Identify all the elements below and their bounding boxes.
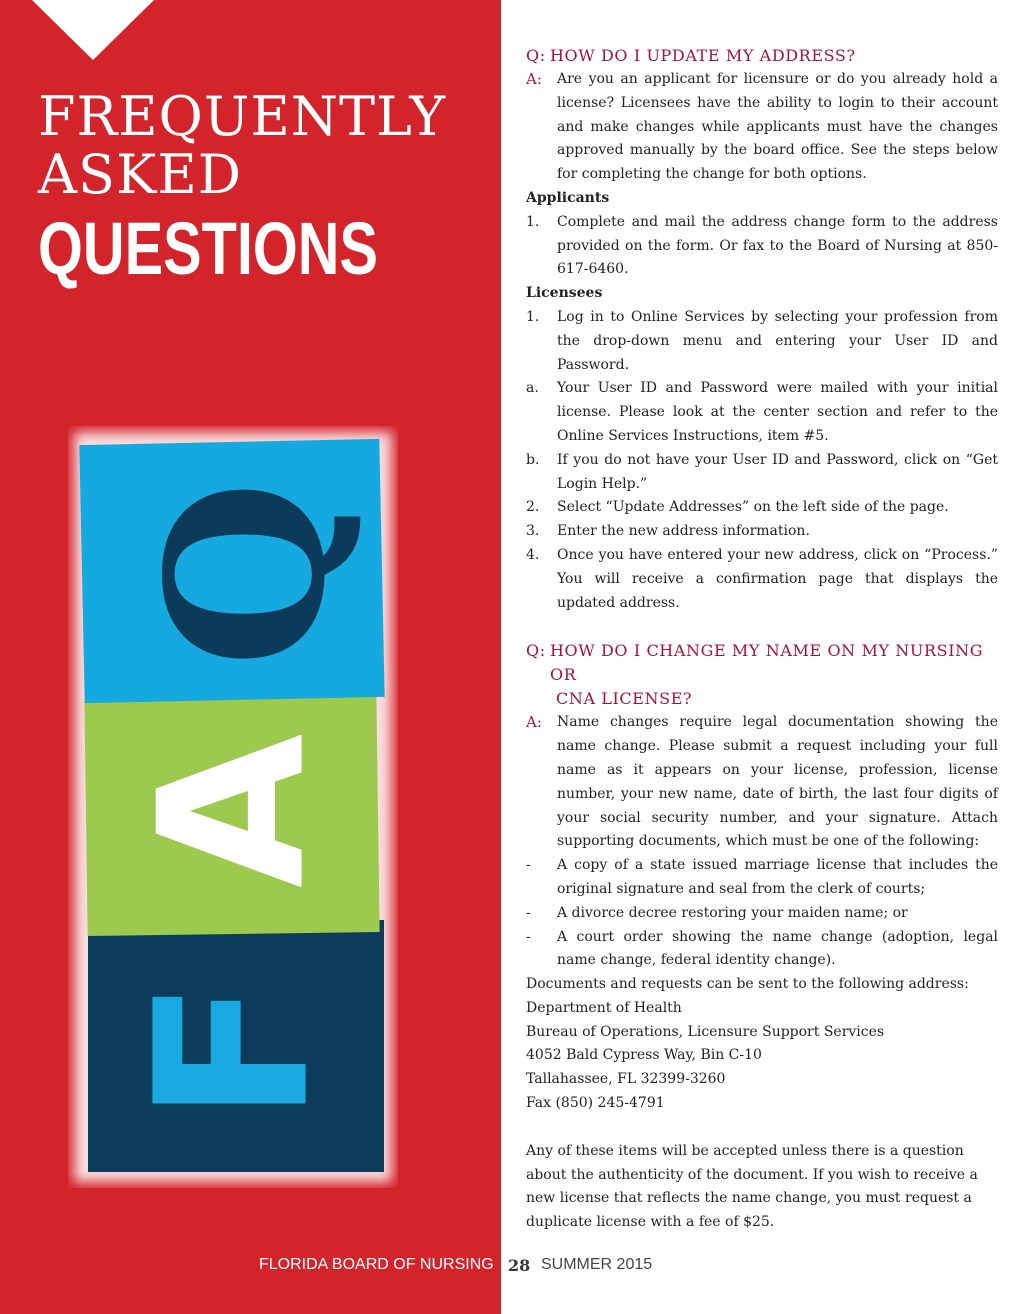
licensee-step xyxy=(526,449,998,497)
question-2-line1: HOW DO I CHANGE MY NAME ON MY NURSING OR xyxy=(550,641,984,685)
answer-2-text: Name changes require legal documentation showing the name change. Please submit a request including your full name as it appears on your license, profession, license number, your new name, date of birth, the last four digits of your social security number, and your signature. Attach supporting documents, which must be one of the following: xyxy=(557,714,998,850)
address-line: Department of Health xyxy=(526,999,682,1016)
closing-paragraph: Any of these items will be accepted unless there is a question about the authenticity of the document. If you wish to receive a new license that reflects the name change, you must request a duplicate license with a fee of $25. xyxy=(526,1142,978,1231)
address-line: Tallahassee, FL 32399-3260 xyxy=(526,1071,726,1088)
licensee-step-marker: 3. xyxy=(526,523,540,540)
left-panel xyxy=(0,0,501,1314)
faq-content xyxy=(526,44,998,1235)
licensee-step-marker: 2. xyxy=(526,499,540,516)
faq-illustration xyxy=(68,426,398,1188)
applicant-step xyxy=(526,211,998,282)
title-asked: ASKED xyxy=(38,143,243,206)
licensee-step xyxy=(526,496,998,520)
document-item-marker: - xyxy=(526,857,531,874)
document-item xyxy=(526,926,998,974)
applicant-step-marker: 1. xyxy=(526,213,540,230)
letter-a: A xyxy=(116,733,350,889)
document-item-marker: - xyxy=(526,928,531,945)
licensee-step-text: If you do not have your User ID and Password, click on “Get Login Help.” xyxy=(557,451,998,492)
licensees-heading: Licensees xyxy=(526,285,603,302)
licensee-step-marker: b. xyxy=(526,451,540,468)
licensee-step-text: Select “Update Addresses” on the left side of the page. xyxy=(557,499,949,516)
licensee-step-text: Your User ID and Password were mailed with your initial license. Please look at the center section and refer to the Online Services Instructions, item #5. xyxy=(557,380,998,444)
document-item-text: A divorce decree restoring your maiden name; or xyxy=(557,904,908,921)
footer-issue: SUMMER 2015 xyxy=(541,1256,653,1273)
address-line: 4052 Bald Cypress Way, Bin C-10 xyxy=(526,1047,762,1064)
letter-q: Q xyxy=(119,480,373,668)
letter-f: F xyxy=(110,979,356,1123)
licensee-step xyxy=(526,520,998,544)
address-line: Bureau of Operations, Licensure Support Services xyxy=(526,1023,885,1040)
document-item-text: A court order showing the name change (adoption, legal name change, federal identity change). xyxy=(557,928,998,969)
document-item xyxy=(526,902,998,926)
licensee-step-text: Log in to Online Services by selecting your profession from the drop-down menu and entering your User ID and Password. xyxy=(557,308,998,373)
fax-line: Fax (850) 245-4791 xyxy=(526,1095,665,1112)
answer-1 xyxy=(526,68,998,187)
licensee-step-marker: 4. xyxy=(526,546,540,563)
address-intro: Documents and requests can be sent to the following address: xyxy=(526,976,969,993)
question-1-label: Q: xyxy=(526,46,546,65)
question-1 xyxy=(526,44,998,68)
document-item-marker: - xyxy=(526,904,531,921)
answer-2 xyxy=(526,711,998,854)
applicants-heading: Applicants xyxy=(526,189,610,206)
footer-page-number: 28 xyxy=(508,1256,531,1275)
licensee-step-marker: 1. xyxy=(526,308,540,325)
footer-publication: FLORIDA BOARD OF NURSING xyxy=(259,1256,494,1273)
licensee-step-text: Once you have entered your new address, click on “Process.” You will receive a confirmation page that displays the updated address. xyxy=(557,546,998,611)
triangle-notch xyxy=(32,0,154,60)
question-2 xyxy=(526,639,998,711)
title-questions: QUESTIONS xyxy=(38,207,378,290)
answer-2-label: A: xyxy=(526,713,542,732)
document-item xyxy=(526,854,998,902)
question-1-text: HOW DO I UPDATE MY ADDRESS? xyxy=(550,46,856,65)
section-spacer xyxy=(526,1116,998,1140)
question-2-line2: CNA LICENSE? xyxy=(556,689,693,709)
licensee-step xyxy=(526,377,998,448)
answer-1-text: Are you an applicant for licensure or do you already hold a license? Licensees have the ability to login to their account and make changes while applicants must have the changes approved manually by the board office. See the steps below for completing the change for both options. xyxy=(557,71,998,183)
licensee-step xyxy=(526,544,998,615)
answer-1-label: A: xyxy=(526,70,542,88)
document-item-text: A copy of a state issued marriage license that includes the original signature and seal from the clerk of courts; xyxy=(557,857,998,897)
licensee-step-marker: a. xyxy=(526,380,539,397)
question-2-text xyxy=(526,639,998,711)
applicant-step-text: Complete and mail the address change form to the address provided on the form. Or fax to the Board of Nursing at 850-617-6460. xyxy=(557,213,998,278)
licensee-step-text: Enter the new address information. xyxy=(557,523,810,540)
licensee-step xyxy=(526,306,998,377)
title-frequently: FREQUENTLY xyxy=(38,85,447,148)
section-spacer xyxy=(526,615,998,639)
question-2-label: Q: xyxy=(526,641,546,661)
